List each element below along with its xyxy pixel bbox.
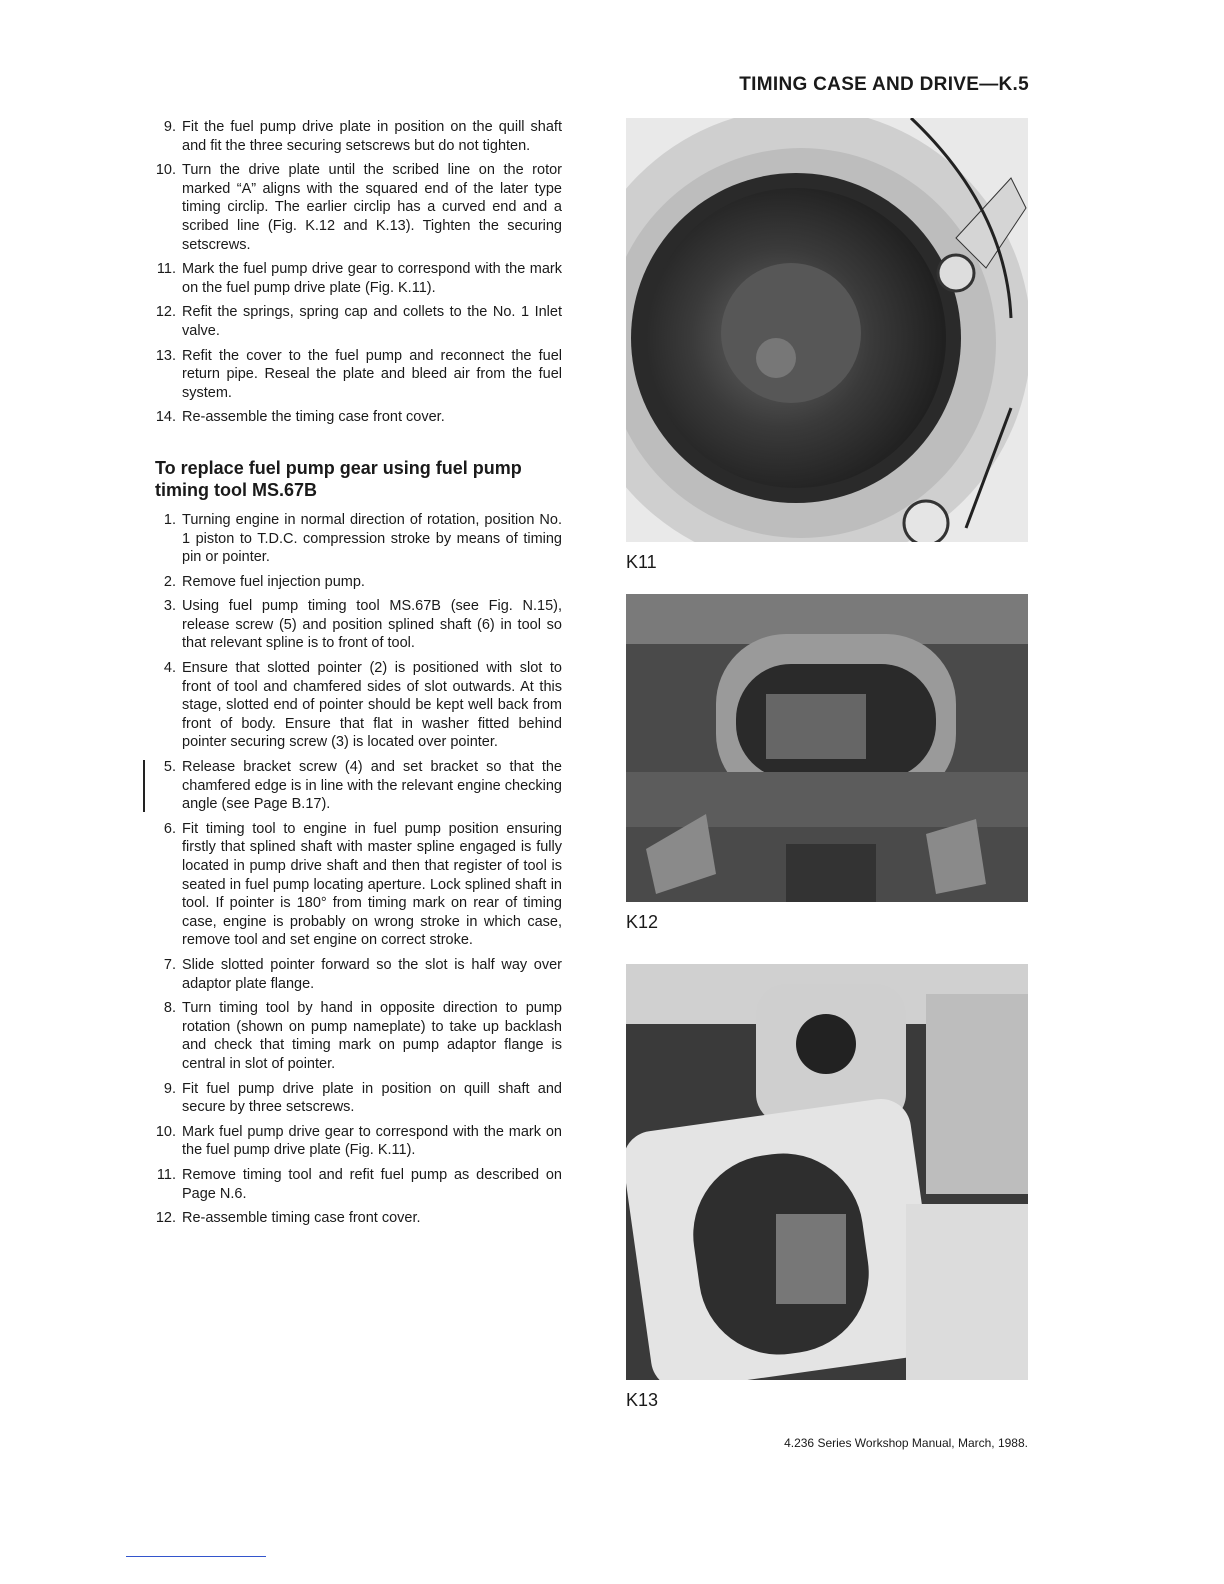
page-footer: 4.236 Series Workshop Manual, March, 1988. xyxy=(784,1436,1028,1450)
list-item: 7. Slide slotted pointer forward so the slot is half way over adaptor plate flange. xyxy=(163,956,562,992)
steps-list-part2 xyxy=(150,511,562,1228)
list-item: 3. Using fuel pump timing tool MS.67B (see Fig. N.15), release screw (5) and position splined shaft (6) in tool so that relevant spline is to front of tool. xyxy=(163,598,562,652)
figure-k11 xyxy=(626,118,1028,573)
figure-k12 xyxy=(626,594,1028,933)
list-item: 6. Fit timing tool to engine in fuel pump position ensuring firstly that splined shaft with master spline engaged is fully located in pump drive shaft and then that register of tool is seated in fuel pump locating aperture. Lock splined shaft in tool. If pointer is 180° from timing mark on rear of timing case, engine is probably on wrong stroke in which case, remove tool and set engine on correct stroke. xyxy=(163,820,562,949)
list-item: 11. Mark the fuel pump drive gear to correspond with the mark on the fuel pump drive plate (Fig. K.11). xyxy=(156,261,562,296)
pump-aperture-illustration xyxy=(626,594,1028,902)
list-item: 14. Re-assemble the timing case front cover. xyxy=(155,409,445,426)
list-item: 8. Turn timing tool by hand in opposite direction to pump rotation (shown on pump nameplate) to take up backlash and check that timing mark on pump adaptor flange is central in slot of pointer. xyxy=(163,1000,562,1072)
adaptor-plate-illustration xyxy=(626,964,1028,1380)
list-item: 9. Fit fuel pump drive plate in position on quill shaft and secure by three setscrews. xyxy=(163,1080,562,1116)
section-heading: To replace fuel pump gear using fuel pump timing tool MS.67B xyxy=(155,457,522,500)
photo-pump-aperture xyxy=(626,594,1028,902)
list-item: 12. Refit the springs, spring cap and collets to the No. 1 Inlet valve. xyxy=(155,304,562,339)
drive-plate-illustration xyxy=(626,118,1028,542)
running-header: TIMING CASE AND DRIVE—K.5 xyxy=(739,74,1029,95)
figure-caption: K11 xyxy=(626,552,657,572)
list-item: 5. Release bracket screw (4) and set bracket so that the chamfered edge is in line with the relevant engine checking angle (see Page B.17). xyxy=(150,758,562,814)
list-item: 10. Mark fuel pump drive gear to correspond with the mark on the fuel pump drive plate (Fig. K.11). xyxy=(155,1123,562,1159)
footnote-rule xyxy=(126,1556,266,1557)
list-item: 10. Turn the drive plate until the scribed line on the rotor marked “A” aligns with the squared end of the later type timing circlip. The earlier circlip has a curved end and a scribed line (Fig. K.12 and K.13). Tighten the securing setscrews. xyxy=(155,162,562,253)
figure-caption: K12 xyxy=(626,912,659,932)
list-item: 9. Fit the fuel pump drive plate in position on the quill shaft and fit the three securing setscrews but do not tighten. xyxy=(163,119,562,154)
list-item: 12. Re-assemble timing case front cover. xyxy=(155,1210,421,1227)
figure-k13 xyxy=(626,964,1028,1411)
photo-fuel-pump-drive-plate xyxy=(626,118,1028,542)
list-item: 1. Turning engine in normal direction of rotation, position No. 1 piston to T.D.C. compression stroke by means of timing pin or pointer. xyxy=(163,511,562,566)
list-item: 2. Remove fuel injection pump. xyxy=(163,573,365,590)
list-item: 11. Remove timing tool and refit fuel pump as described on Page N.6. xyxy=(156,1166,562,1202)
list-item: 4. Ensure that slotted pointer (2) is positioned with slot to front of tool and chamfered sides of slot outwards. At this stage, slotted end of pointer should be kept well back from front of body. Ensure that flat in washer fitted behind pointer securing screw (3) is located over pointer. xyxy=(163,660,562,751)
list-item: 13. Refit the cover to the fuel pump and reconnect the fuel return pipe. Reseal the plate and bleed air from the fuel system. xyxy=(155,347,562,401)
steps-list-part1 xyxy=(150,118,562,427)
instructions-column xyxy=(150,118,562,1234)
revision-bar xyxy=(143,760,145,812)
figure-caption: K13 xyxy=(626,1390,659,1410)
photo-adaptor-plate xyxy=(626,964,1028,1380)
